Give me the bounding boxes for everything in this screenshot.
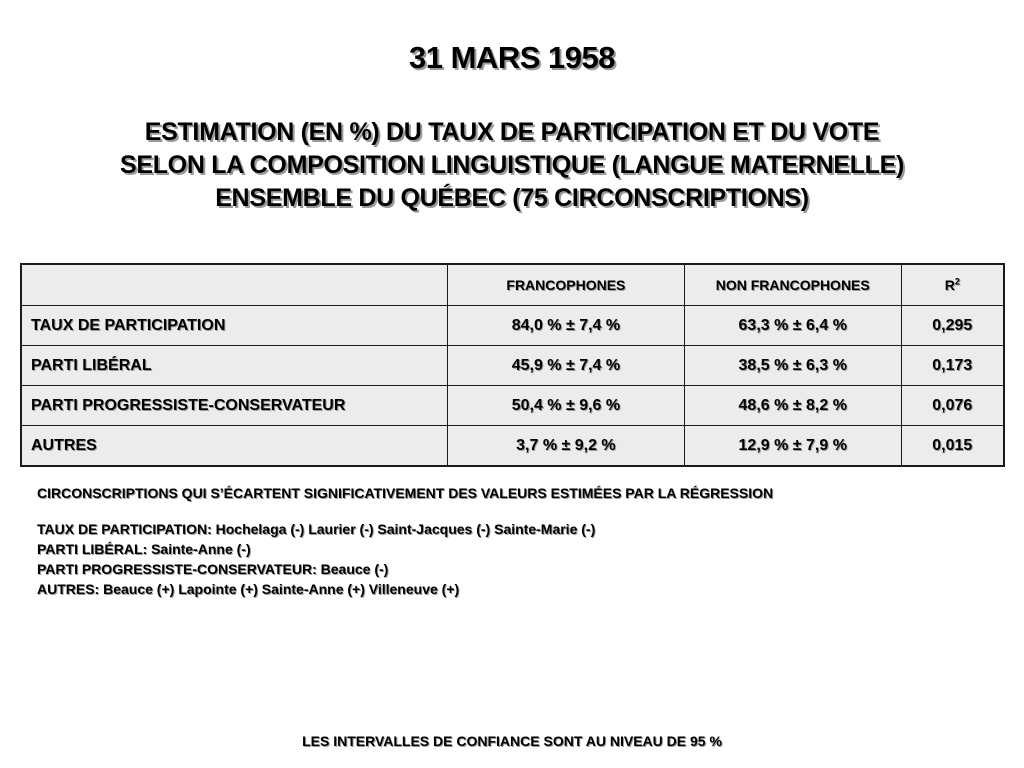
table-row [21, 426, 1004, 467]
cell-francophones: 3,7 % ± 9,2 % [447, 426, 684, 467]
cell-r2: 0,173 [901, 346, 1004, 386]
significant-item-liberal: PARTI LIBÉRAL: Sainte-Anne (-) [37, 541, 251, 557]
significant-item-autres: AUTRES: Beauce (+) Lapointe (+) Sainte-Anne (+) Villeneuve (+) [37, 581, 460, 597]
cell-r2: 0,015 [901, 426, 1004, 467]
significant-list [37, 519, 595, 599]
table-header-row [21, 264, 1004, 306]
header-r2-sup: 2 [954, 276, 960, 287]
header-corner [21, 264, 447, 306]
header-non-francophones: NON FRANCOPHONES [684, 264, 901, 306]
row-label: TAUX DE PARTICIPATION [21, 306, 447, 346]
table-row [21, 346, 1004, 386]
cell-r2: 0,295 [901, 306, 1004, 346]
page-date: 31 MARS 1958 [409, 40, 615, 75]
title-line-2: SELON LA COMPOSITION LINGUISTIQUE (LANGUE MATERNELLE) [119, 151, 905, 179]
significant-item-participation: TAUX DE PARTICIPATION: Hochelaga (-) Laurier (-) Saint-Jacques (-) Sainte-Marie (-) [37, 521, 596, 537]
header-r2-base: R [944, 277, 955, 293]
table-row [21, 386, 1004, 426]
header-francophones: FRANCOPHONES [447, 264, 684, 306]
row-label: AUTRES [21, 426, 447, 467]
title-line-1: ESTIMATION (EN %) DU TAUX DE PARTICIPATION ET DU VOTE [144, 118, 880, 146]
row-label: PARTI PROGRESSISTE-CONSERVATEUR [21, 386, 447, 426]
header-r2 [901, 264, 1004, 306]
title-line-3: ENSEMBLE DU QUÉBEC (75 CIRCONSCRIPTIONS) [215, 184, 809, 212]
cell-non-francophones: 48,6 % ± 8,2 % [684, 386, 901, 426]
cell-francophones: 50,4 % ± 9,6 % [447, 386, 684, 426]
cell-non-francophones: 63,3 % ± 6,4 % [684, 306, 901, 346]
cell-non-francophones: 38,5 % ± 6,3 % [684, 346, 901, 386]
results-table [20, 263, 1005, 467]
row-label: PARTI LIBÉRAL [21, 346, 447, 386]
cell-non-francophones: 12,9 % ± 7,9 % [684, 426, 901, 467]
confidence-footnote: LES INTERVALLES DE CONFIANCE SONT AU NIVEAU DE 95 % [302, 733, 722, 749]
cell-francophones: 84,0 % ± 7,4 % [447, 306, 684, 346]
significant-item-conservateur: PARTI PROGRESSISTE-CONSERVATEUR: Beauce (-) [37, 561, 389, 577]
table-row [21, 306, 1004, 346]
cell-francophones: 45,9 % ± 7,4 % [447, 346, 684, 386]
page-title [0, 116, 1024, 215]
significant-title: CIRCONSCRIPTIONS QUI S’ÉCARTENT SIGNIFICATIVEMENT DES VALEURS ESTIMÉES PAR LA RÉGRESSION [37, 485, 774, 501]
cell-r2: 0,076 [901, 386, 1004, 426]
